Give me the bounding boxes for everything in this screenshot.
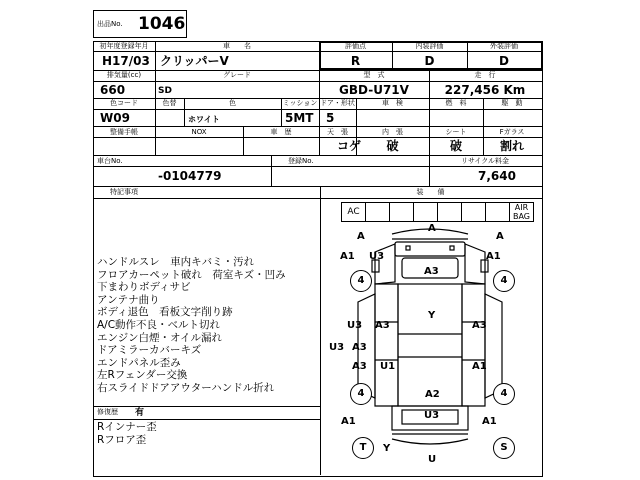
equipment-cell: [437, 202, 462, 222]
tire-s: S: [493, 437, 515, 459]
ceiling-label: 天 張: [327, 128, 348, 136]
mark-a1-rl: A1: [341, 416, 356, 427]
interior-score-value: D: [424, 54, 435, 68]
drive-label: 駆 動: [501, 99, 523, 107]
color-change-label: 色替: [162, 99, 177, 107]
mark-u1-left: U1: [380, 361, 396, 372]
mark-rear-u: U: [428, 454, 437, 465]
manual-label: 整備手帳: [110, 128, 138, 136]
nox-label: NOX: [191, 128, 207, 136]
model-value: GBD-U71V: [339, 83, 409, 97]
lot-number: 1046: [138, 14, 186, 34]
remark-item: 左Rフェンダー交換: [97, 369, 188, 382]
remark-item: 右スライドドアアウターハンドル折れ: [97, 382, 275, 394]
mark-a3-l2: A3: [352, 342, 367, 353]
remark-item: エンドパネル歪み: [97, 356, 181, 369]
mark-a3-right: A3: [472, 320, 487, 331]
chassis-value: -0104779: [158, 169, 222, 183]
mark-a1-fr: A1: [486, 251, 501, 262]
mark-a3-left: A3: [375, 320, 390, 331]
mark-front-a-right: A: [496, 231, 504, 242]
equipment-cell: AIR BAG: [509, 202, 534, 222]
tire-t: T: [352, 437, 374, 459]
mileage-label: 走 行: [474, 71, 496, 79]
remark-item: A/C動作不良・ベルト切れ: [97, 319, 221, 331]
transmission-label: ミッション: [282, 99, 318, 107]
mark-u3-left: U3: [347, 320, 363, 331]
displacement-label: 排気量(cc): [106, 71, 142, 79]
color-value: ホワイト: [188, 115, 220, 124]
mark-hood-a3: A3: [424, 266, 439, 277]
mark-roof-a2: A2: [425, 389, 440, 400]
history-label: 車 歴: [270, 128, 292, 136]
mark-u3-l2: U3: [329, 342, 345, 353]
doors-label: ドア・形状: [320, 99, 355, 107]
mark-u3-fl: U3: [369, 251, 385, 262]
equipment-cell: [461, 202, 486, 222]
interior-trim-label: 内 張: [382, 128, 403, 136]
remark-item: アンテナ曲り: [97, 293, 160, 306]
mark-a1-right-mid: A1: [472, 361, 487, 372]
reg-no-label: 登録No.: [288, 157, 314, 165]
repair-note-item: Rインナー歪: [97, 421, 157, 433]
seat-value: 破: [449, 139, 462, 153]
mark-front-a-left: A: [357, 231, 365, 242]
interior-trim-value: 破: [386, 139, 399, 153]
score-label: 評価点: [345, 42, 366, 50]
equipment-cell: AC: [341, 202, 366, 222]
equipment-cell: [365, 202, 390, 222]
model-label: 型 式: [363, 71, 385, 79]
grade-label: グレード: [223, 71, 251, 79]
doors-value: 5: [326, 111, 335, 125]
remarks-label: 特記事項: [110, 188, 138, 196]
interior-score-label: 内装評価: [415, 42, 444, 50]
displacement-value: 660: [100, 83, 126, 97]
remark-item: ハンドルスレ 車内キバミ・汚れ: [97, 256, 255, 268]
exterior-score-label: 外装評価: [490, 42, 518, 50]
equipment-cell: [389, 202, 414, 222]
mark-front-a-center: A: [428, 223, 436, 234]
inspection-label: 車 検: [382, 99, 403, 107]
remark-item: ボディ退色 看板文字削り跡: [97, 306, 233, 319]
seat-label: シート: [445, 128, 467, 136]
glass-label: Fガラス: [499, 128, 525, 136]
exterior-score-value: D: [499, 54, 509, 68]
ceiling-value: コゲ: [336, 139, 361, 153]
color-label: 色: [229, 99, 236, 107]
score-value: R: [350, 54, 361, 68]
remark-item: フロアカーペット破れ 荷室キズ・凹み: [97, 268, 286, 281]
equipment-cell: [485, 202, 510, 222]
mark-a3-l3: A3: [352, 361, 367, 372]
remark-item: 下まわりボディサビ: [97, 281, 191, 294]
tire-rear-right: 4: [493, 383, 515, 405]
mark-rear-u3: U3: [424, 410, 440, 421]
color-code-label: 色コード: [110, 99, 138, 107]
lot-label: 出品No.: [97, 20, 123, 28]
lot-box: [93, 10, 187, 38]
color-code-value: W09: [100, 111, 130, 125]
mileage-value: 227,456 Km: [444, 83, 526, 97]
first-reg-label: 初年度登録年月: [99, 42, 149, 50]
car-name-value: クリッパーV: [160, 54, 229, 68]
repair-note-item: Rフロア歪: [97, 433, 147, 446]
recycle-label: リサイクル料金: [460, 157, 510, 165]
mark-a1-fl: A1: [340, 251, 355, 262]
repair-value: 有: [135, 408, 145, 418]
tire-front-right: 4: [493, 270, 515, 292]
grade-value: SD: [158, 86, 172, 96]
glass-value: 割れ: [499, 139, 524, 153]
mark-a1-rr: A1: [482, 416, 497, 427]
fuel-label: 燃 料: [445, 99, 467, 107]
tire-front-left: 4: [350, 270, 372, 292]
repair-label: 修復歴: [97, 408, 118, 416]
name-label: 車 名: [223, 42, 251, 50]
transmission-value: 5MT: [285, 111, 314, 125]
recycle-value: 7,640: [478, 169, 516, 183]
mark-y-rear: Y: [383, 443, 391, 454]
mark-y-center: Y: [428, 310, 436, 321]
remark-item: ドアミラーカバーキズ: [97, 344, 202, 357]
tire-rear-left: 4: [350, 383, 372, 405]
remark-item: エンジン白煙・オイル漏れ: [97, 331, 222, 344]
equipment-label: 装 備: [416, 188, 445, 196]
first-reg-value: H17/03: [102, 54, 150, 68]
equipment-cell: [413, 202, 438, 222]
chassis-label: 車台No.: [97, 157, 123, 165]
